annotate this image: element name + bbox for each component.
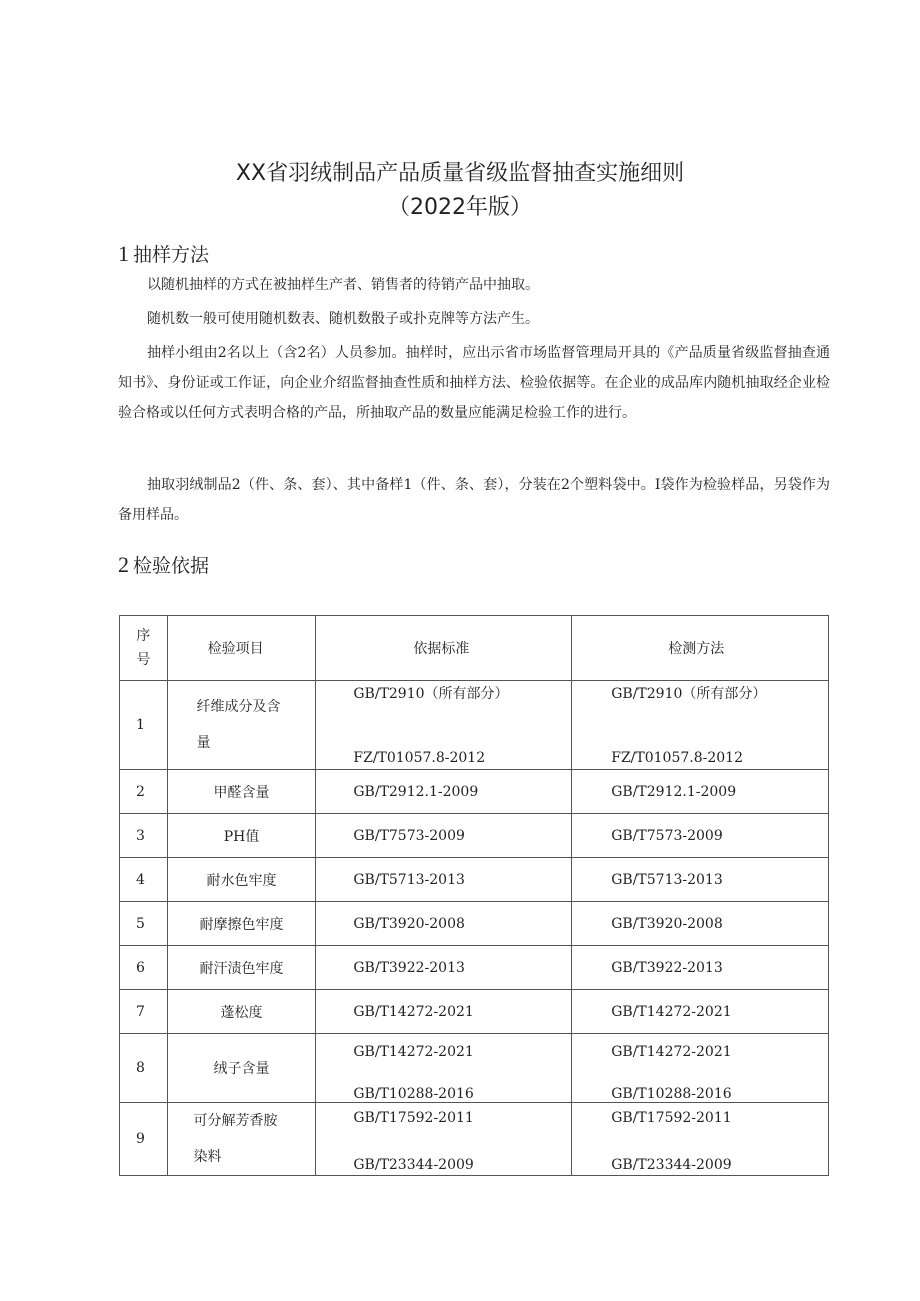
row-no: 1 xyxy=(120,681,168,770)
table-row xyxy=(120,1103,829,1176)
header-no-line2: 号 xyxy=(136,652,151,668)
row-standard: GB/T2912.1-2009 xyxy=(316,770,572,814)
table-row xyxy=(120,1034,829,1103)
table-row xyxy=(120,990,829,1034)
table-row xyxy=(120,681,829,770)
row-item: 耐汗渍色牢度 xyxy=(167,946,316,990)
paragraph: 随机数一般可使用随机数表、随机数骰子或扑克牌等方法产生。 xyxy=(147,311,539,327)
row-item: 甲醛含量 xyxy=(167,770,316,814)
row-method: GB/T14272-2021 xyxy=(611,1044,732,1060)
row-standard: GB/T10288-2016 xyxy=(353,1086,474,1102)
document-edition: （2022年版） xyxy=(388,195,532,220)
section-2-heading xyxy=(118,551,209,578)
row-item: 纤维成分及含量 xyxy=(196,699,281,751)
row-no: 8 xyxy=(120,1034,168,1103)
row-item: 绒子含量 xyxy=(167,1034,316,1103)
paragraph: 以随机抽样的方式在被抽样生产者、销售者的待销产品中抽取。 xyxy=(147,277,539,293)
row-item: 耐摩擦色牢度 xyxy=(167,902,316,946)
row-method: GB/T3922-2013 xyxy=(572,946,829,990)
row-item: 可分解芳香胺染料 xyxy=(193,1113,278,1165)
table-row xyxy=(120,770,829,814)
table-row xyxy=(120,858,829,902)
header-no-line1: 序 xyxy=(136,628,151,644)
row-item: 蓬松度 xyxy=(167,990,316,1034)
row-method: GB/T14272-2021 xyxy=(572,990,829,1034)
row-standard: GB/T17592-2011 xyxy=(353,1110,474,1126)
row-standard: GB/T3920-2008 xyxy=(316,902,572,946)
table-header-row xyxy=(120,616,829,681)
row-method: GB/T23344-2009 xyxy=(611,1157,732,1173)
row-no: 4 xyxy=(120,858,168,902)
paragraph: 抽取羽绒制品2（件、条、套）、其中备样1（件、条、套），分装在2个塑料袋中。I袋作为检验样品，另袋作为备用样品。 xyxy=(118,477,830,523)
row-item: PH值 xyxy=(167,814,316,858)
row-standard: FZ/T01057.8-2012 xyxy=(353,750,486,766)
row-no: 7 xyxy=(120,990,168,1034)
row-method: GB/T10288-2016 xyxy=(611,1086,732,1102)
table-row xyxy=(120,814,829,858)
header-no xyxy=(120,616,168,681)
row-standard: GB/T23344-2009 xyxy=(353,1157,474,1173)
row-standard: GB/T5713-2013 xyxy=(316,858,572,902)
row-no: 9 xyxy=(120,1103,168,1176)
row-standard: GB/T7573-2009 xyxy=(316,814,572,858)
row-standard: GB/T14272-2021 xyxy=(353,1044,474,1060)
table-row xyxy=(120,902,829,946)
row-method: GB/T17592-2011 xyxy=(611,1110,732,1126)
document-title: XX省羽绒制品产品质量省级监督抽查实施细则 xyxy=(235,161,685,186)
row-no: 5 xyxy=(120,902,168,946)
row-method: GB/T5713-2013 xyxy=(572,858,829,902)
section-1-title: 抽样方法 xyxy=(133,244,210,266)
section-2-title: 检验依据 xyxy=(133,555,210,577)
row-method: GB/T2912.1-2009 xyxy=(572,770,829,814)
table-row xyxy=(120,946,829,990)
row-method: GB/T2910（所有部分） xyxy=(611,686,767,702)
row-no: 3 xyxy=(120,814,168,858)
inspection-basis-table xyxy=(119,615,829,1176)
row-no: 2 xyxy=(120,770,168,814)
row-item: 耐水色牢度 xyxy=(167,858,316,902)
section-1-heading xyxy=(118,240,209,267)
section-1-number: 1 xyxy=(118,241,129,266)
section-2-number: 2 xyxy=(118,552,129,577)
row-standard: GB/T14272-2021 xyxy=(316,990,572,1034)
row-standard: GB/T2910（所有部分） xyxy=(353,686,509,702)
row-standard: GB/T3922-2013 xyxy=(316,946,572,990)
header-method: 检测方法 xyxy=(572,616,829,681)
row-no: 6 xyxy=(120,946,168,990)
paragraph: 抽样小组由2名以上（含2名）人员参加。抽样时，应出示省市场监督管理局开具的《产品质量省级监督抽查通知书》、身份证或工作证，向企业介绍监督抽查性质和抽样方法、检验依据等。在企业的成品库内随机抽取经企业检验合格或以任何方式表明合格的产品，所抽取产品的数量应能满足检验工作的进行。 xyxy=(118,345,830,421)
row-method: FZ/T01057.8-2012 xyxy=(611,750,743,766)
header-standard: 依据标准 xyxy=(316,616,572,681)
row-method: GB/T3920-2008 xyxy=(572,902,829,946)
row-method: GB/T7573-2009 xyxy=(572,814,829,858)
header-item: 检验项目 xyxy=(167,616,316,681)
